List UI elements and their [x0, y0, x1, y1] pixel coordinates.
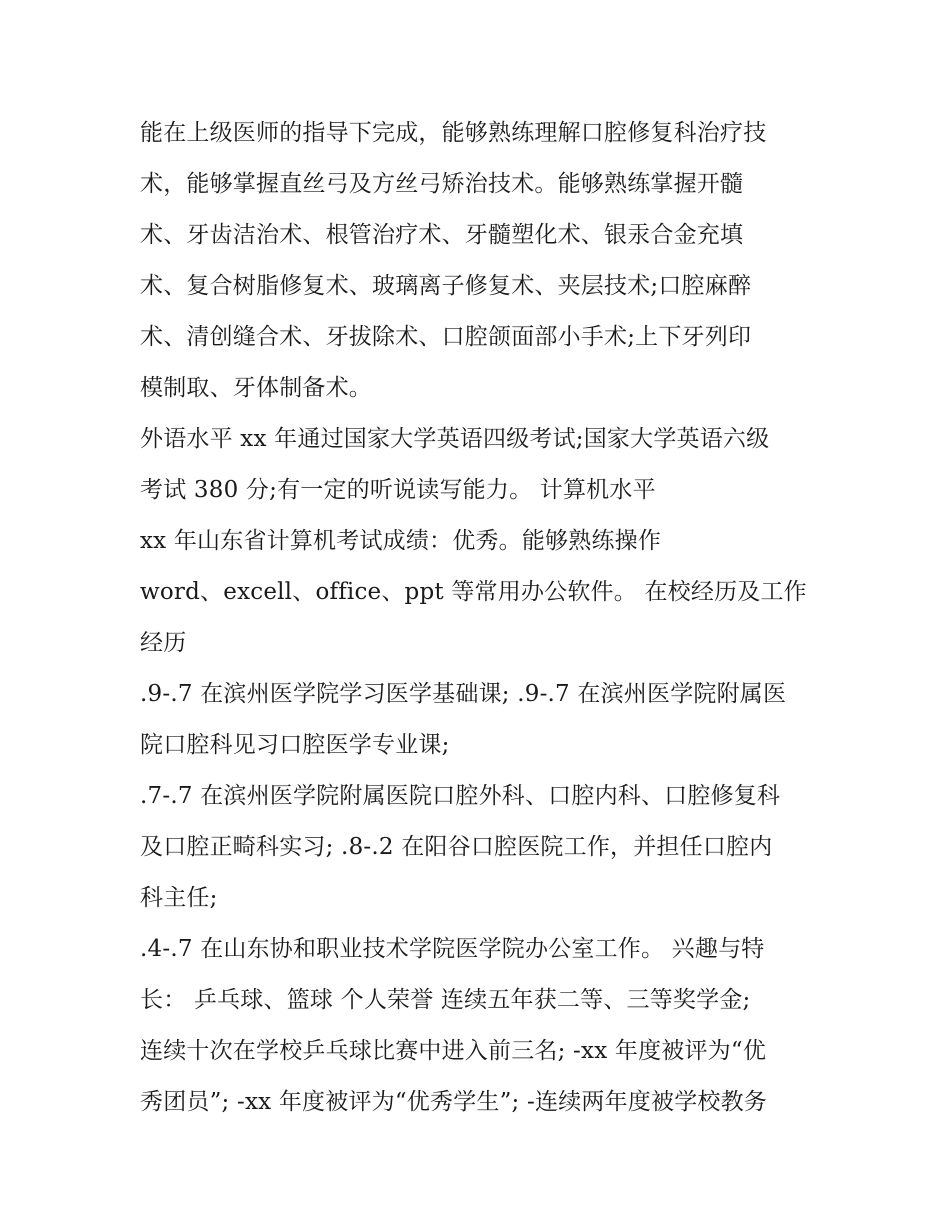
text-line: 模制取、牙体制备术。	[140, 375, 372, 401]
resume-body-text	[140, 108, 830, 1128]
text-line: xx 年山东省计算机考试成绩：优秀。能够熟练操作	[140, 528, 662, 554]
text-line: word、excell、office、ppt 等常用办公软件。 在校经历及工作	[140, 579, 807, 605]
text-line: .4-.7 在山东协和职业技术学院医学院办公室工作。 兴趣与特	[140, 936, 765, 962]
text-line: .9-.7 在滨州医学院学习医学基础课; .9-.7 在滨州医学院附属医	[140, 681, 787, 707]
text-line: 术、复合树脂修复术、玻璃离子修复术、夹层技术;口腔麻醉	[140, 273, 752, 299]
text-line: 考试 380 分;有一定的听说读写能力。 计算机水平	[140, 477, 656, 503]
text-line: 及口腔正畸科实习; .8-.2 在阳谷口腔医院工作，并担任口腔内	[140, 834, 773, 860]
text-line: 连续十次在学校乒乓球比赛中进入前三名; -xx 年度被评为“优	[140, 1038, 767, 1064]
text-line: 术、清创缝合术、牙拔除术、口腔颌面部小手术;上下牙列印	[140, 324, 752, 350]
text-line: .7-.7 在滨州医学院附属医院口腔外科、口腔内科、口腔修复科	[140, 783, 781, 809]
text-line: 术、牙齿洁治术、根管治疗术、牙髓塑化术、银汞合金充填	[140, 222, 744, 248]
text-line: 术，能够掌握直丝弓及方丝弓矫治技术。能够熟练掌握开髓	[140, 171, 744, 197]
text-line: 外语水平 xx 年通过国家大学英语四级考试;国家大学英语六级	[140, 426, 770, 452]
text-line: 长： 乒乓球、篮球 个人荣誉 连续五年获二等、三等奖学金;	[140, 987, 751, 1013]
text-line: 秀团员”; -xx 年度被评为“优秀学生”; -连续两年度被学校教务	[140, 1089, 767, 1115]
text-line: 院口腔科见习口腔医学专业课;	[140, 732, 450, 758]
text-line: 能在上级医师的指导下完成，能够熟练理解口腔修复科治疗技	[140, 120, 767, 146]
text-line: 科主任;	[140, 885, 218, 911]
text-line: 经历	[140, 630, 187, 656]
